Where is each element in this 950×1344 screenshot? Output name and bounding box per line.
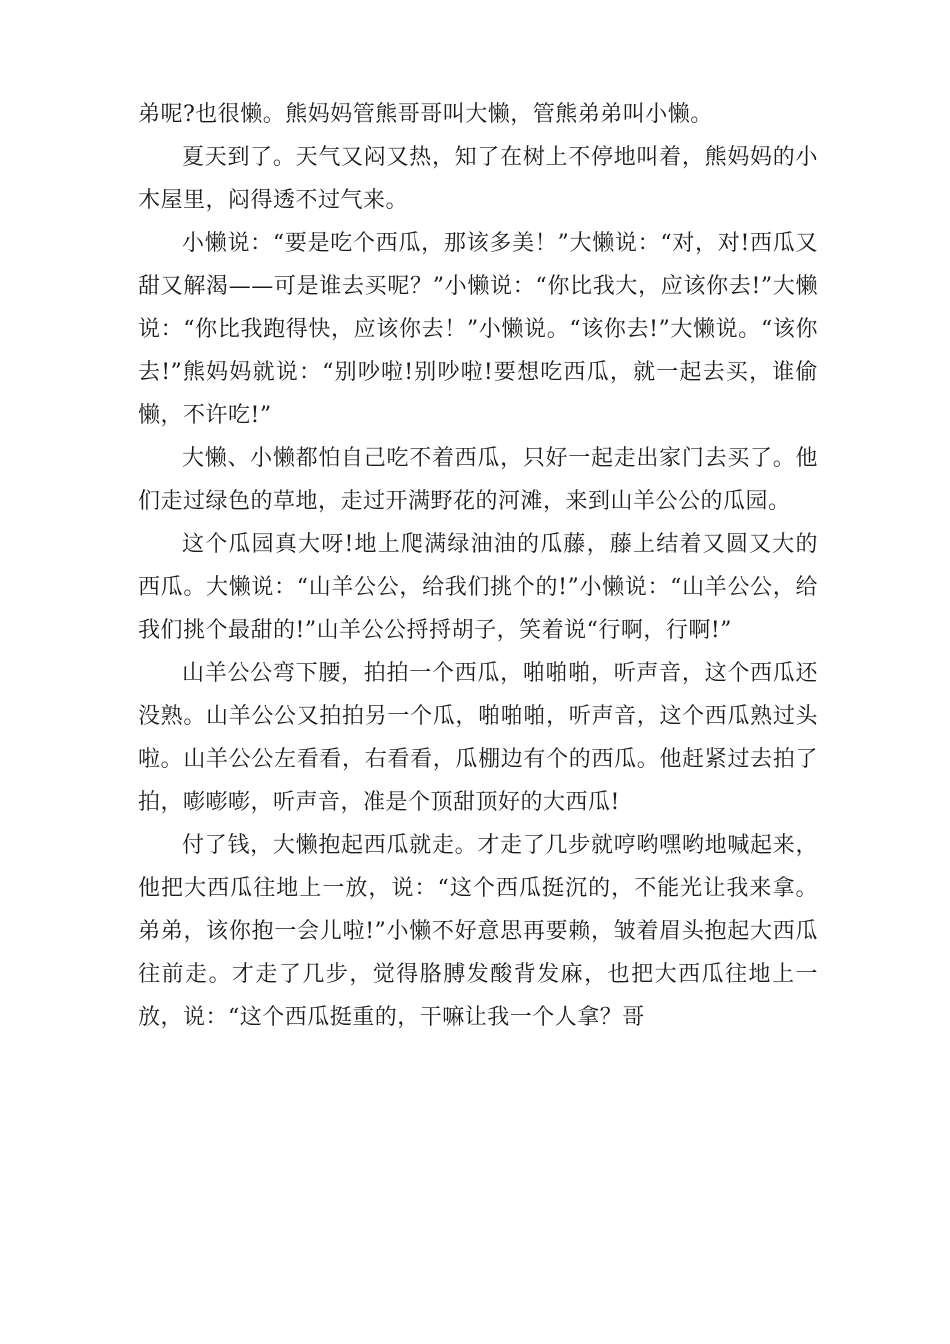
paragraph: 付了钱，大懒抱起西瓜就走。才走了几步就哼哟嘿哟地喊起来，他把大西瓜往地上一放，说：“这个西瓜挺沉的，不能光让我来拿。弟弟，该你抱一会儿啦!”小懒不好意思再要赖，皱着眉头抱起大西瓜往前走。才走了几步，觉得胳膊发酸背发麻，也把大西瓜往地上一放，说：“这个西瓜挺重的，干嘛让我一个人拿？哥 — [138, 833, 818, 1030]
document-page — [138, 93, 818, 1039]
paragraph: 弟呢?也很懒。熊妈妈管熊哥哥叫大懒，管熊弟弟叫小懒。 — [138, 102, 713, 127]
paragraph: 大懒、小懒都怕自己吃不着西瓜，只好一起走出家门去买了。他们走过绿色的草地，走过开满野花的河滩，来到山羊公公的瓜园。 — [138, 446, 818, 514]
paragraph: 夏天到了。天气又闷又热，知了在树上不停地叫着，熊妈妈的小木屋里，闷得透不过气来。 — [138, 145, 818, 213]
paragraph: 这个瓜园真大呀!地上爬满绿油油的瓜藤，藤上结着又圆又大的西瓜。大懒说：“山羊公公，给我们挑个的!”小懒说：“山羊公公，给我们挑个最甜的!”山羊公公捋捋胡子，笑着说“行啊，行啊!” — [138, 532, 818, 643]
paragraph: 小懒说：“要是吃个西瓜，那该多美！”大懒说：“对，对!西瓜又甜又解渴——可是谁去买呢？”小懒说：“你比我大，应该你去!”大懒说：“你比我跑得快，应该你去！”小懒说。“该你去!”大懒说。“该你去!”熊妈妈就说：“别吵啦!别吵啦!要想吃西瓜，就一起去买，谁偷懒，不许吃!” — [138, 231, 818, 428]
paragraph: 山羊公公弯下腰，拍拍一个西瓜，啪啪啪，听声音，这个西瓜还没熟。山羊公公又拍拍另一个瓜，啪啪啪，听声音，这个西瓜熟过头啦。山羊公公左看看，右看看，瓜棚边有个的西瓜。他赶紧过去拍了拍，嘭嘭嘭，听声音，准是个顶甜顶好的大西瓜! — [138, 661, 818, 815]
